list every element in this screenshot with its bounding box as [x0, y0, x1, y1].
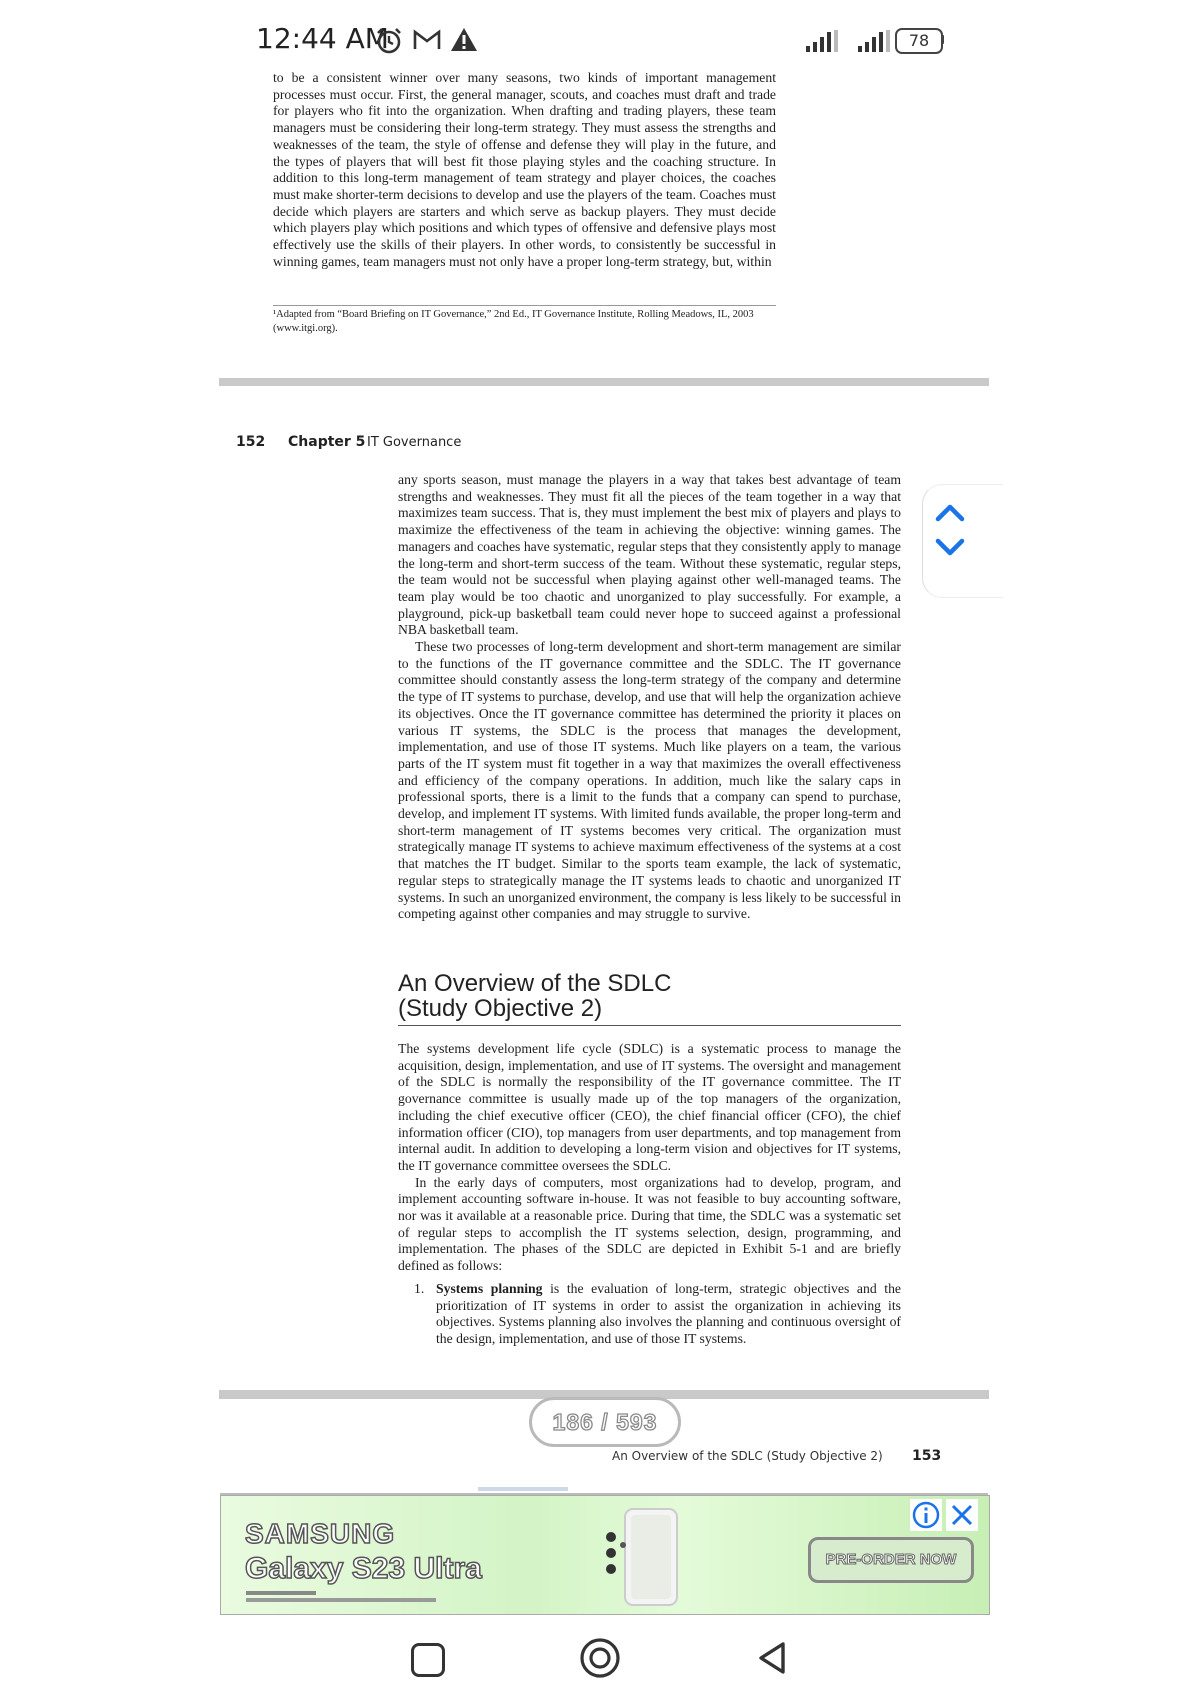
chapter-title: IT Governance — [367, 435, 462, 450]
chevron-up-icon[interactable] — [930, 497, 970, 527]
section-heading-line: An Overview of the SDLC — [398, 970, 672, 997]
home-button-icon[interactable] — [578, 1636, 622, 1680]
signal-icon — [858, 30, 896, 52]
alarm-icon — [374, 26, 404, 56]
ad-info-icon[interactable] — [910, 1499, 942, 1531]
ad-brand: SAMSUNG — [245, 1518, 396, 1549]
recent-apps-button[interactable] — [411, 1643, 445, 1677]
chapter-label: Chapter 5 — [288, 434, 366, 450]
section-heading-line: (Study Objective 2) — [398, 995, 603, 1022]
list-text: is the evaluation of long-term, strategic objectives and the prioritization of IT systems in order to assist the organization in achieving its objectives. Systems planning also involves the planning and continuous oversight of the design, implementation, and use of those IT systems. — [436, 1281, 901, 1347]
warning-icon — [450, 26, 478, 54]
paragraph: any sports season, must manage the players in a way that takes best advantage of team strengths and weaknesses. They must fit all the pieces of the team together in a way that maximizes team success. That is, they must implement the best mix of players and plays to maximize the effectiveness of the team in achieving the objective: winning games. The managers and coaches have systematic, regular steps that they consistently apply to manage the long-term and short-term success of the team. Without these systematic, regular steps, the team would not be successful when playing against other well-managed teams. The team play would be too chaotic and unorganized to play successfully. For example, a playground, pick-up basketball team could never hope to succeed against a professional NBA basketball team. — [398, 472, 901, 638]
ad-model: Galaxy S23 Ultra — [245, 1552, 482, 1585]
battery-icon: 78 — [895, 28, 943, 54]
ad-fineprint — [246, 1590, 436, 1604]
back-button-icon[interactable] — [755, 1639, 789, 1677]
list-term: Systems planning — [436, 1281, 543, 1296]
paragraph: In the early days of computers, most organizations had to develop, program, and implement accounting software in-house. It was not feasible to buy accounting software, nor was it available at a reasonable price. During that time, the SDLC was a systematic set of regular steps to accomplish the IT systems selection, design, programming, and implementation. The phases of the SDLC are depicted in Exhibit 5-1 and are briefly defined as follows: — [398, 1174, 901, 1274]
page1-body-text: to be a consistent winner over many seasons, two kinds of important management processes must occur. First, the general manager, scouts, and coaches must draft and trade for players who fit into the organization. When drafting and trading players, these team managers must be considering their long-term strategy. They must assess the strengths and weaknesses of the team, the style of offense and defense they will play in the future, and the types of players that will best fit those playing styles and the coaching structure. In addition to this long-term management of team strategy and player choices, the coaches must make shorter-term decisions to develop and use the players of the team. Coaches must decide which players are starters and which serve as backup players. They must decide which players play which positions and which types of offensive and defensive plays most effectively use the skills of their players. In other words, to consistently be successful in winning games, team managers must not only have a proper long-term strategy, but, within — [273, 70, 776, 269]
phone-image — [597, 1505, 687, 1610]
section-rule — [398, 1025, 901, 1026]
page-number: 152 — [236, 434, 266, 450]
paragraph: These two processes of long-term development and short-term management are similar to the functions of the IT governance committee and the SDLC. The IT governance committee should constantly assess the long-term strategy of the company and determine the type of IT systems to purchase, develop, and use that will help the organization achieve its objectives. Once the IT governance committee has determined the priority it places on various IT systems, the SDLC is the process that manages the development, implementation, and use of those IT systems. Much like players on a team, the various parts of the IT system must fit together in a way that maximizes the overall effectiveness and efficiency of the company operations. In addition, much like the salary caps in professional sports, there is a limit to the funds that a company can spend to purchase, develop, and implement IT systems. With limited funds available, the proper long-term and short-term management of IT systems becomes very critical. The organization must strategically manage IT systems to achieve maximum effectiveness of the systems at a cost that matches the IT budget. Similar to the sports team example, the lack of systematic, regular steps to strategically manage the IT systems leads to chaotic and unorganized IT systems. In such an unorganized environment, the company is less likely to be successful in competing against other companies and may struggle to survive. — [398, 639, 901, 922]
page-thumb-tab — [478, 1487, 568, 1491]
section-heading — [398, 971, 901, 1021]
running-header: An Overview of the SDLC (Study Objective 2) — [612, 1449, 883, 1463]
status-time: 12:44 AM — [256, 22, 389, 55]
status-bar — [0, 0, 1200, 80]
page-number: 153 — [912, 1448, 942, 1464]
list-number: 1. — [414, 1281, 425, 1296]
page-counter[interactable]: 186 / 593 — [529, 1397, 681, 1447]
footnote-divider — [273, 305, 776, 306]
signal-icon — [806, 30, 844, 52]
page-separator — [219, 378, 989, 386]
section-body-text — [398, 1041, 901, 1275]
page2-body-text — [398, 472, 901, 923]
battery-tip — [941, 35, 944, 44]
paragraph: The systems development life cycle (SDLC) is a systematic process to manage the acquisition, design, implementation, and use of IT systems. The oversight and management of the SDLC is normally the responsibility of the IT governance committee. The IT governance committee is usually made up of the top managers of the organization, including the chief executive officer (CEO), the chief financial officer (CFO), the chief information officer (CIO), top managers from user departments, and top management from internal audit. In addition to developing a long-term vision and objectives for IT systems, the IT governance committee oversees the SDLC. — [398, 1041, 901, 1173]
chevron-down-icon[interactable] — [930, 533, 970, 563]
close-icon[interactable] — [946, 1499, 978, 1531]
pre-order-button[interactable]: PRE-ORDER NOW — [808, 1537, 974, 1583]
list-item — [414, 1281, 901, 1348]
footnote: ¹Adapted from “Board Briefing on IT Governance,” 2nd Ed., IT Governance Institute, Rolling Meadows, IL, 2003 (www.itgi.org). — [273, 309, 754, 334]
gmail-icon — [412, 27, 442, 53]
